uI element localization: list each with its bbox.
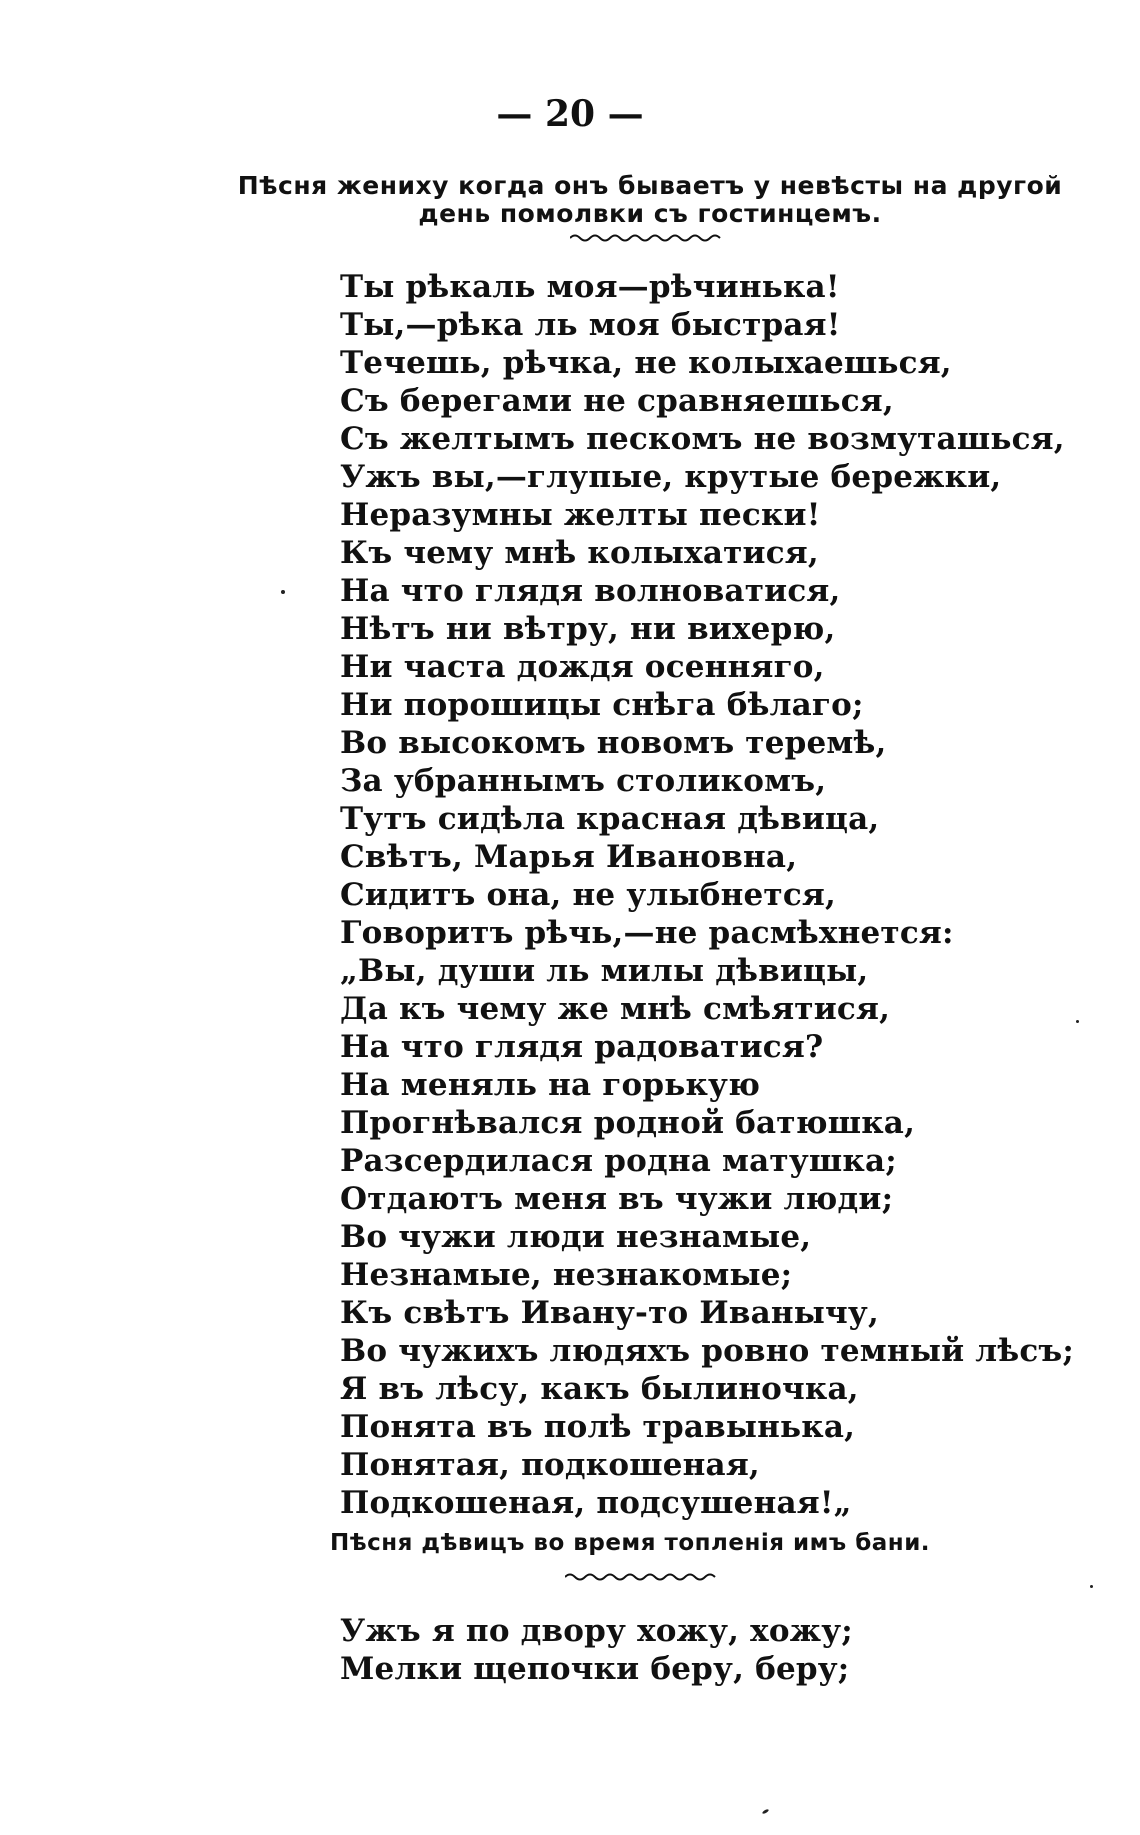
verse-line: На что глядя волноватися, [340, 573, 841, 609]
page-number: — 20 — [496, 93, 644, 135]
verse-line: „Вы, души ль милы дѣвицы, [340, 953, 869, 989]
verse-line: Во чужихъ людяхъ ровно темный лѣсъ; [340, 1333, 1075, 1369]
wavy-divider [570, 233, 725, 243]
verse-line: Я въ лѣсу, какъ былиночка, [340, 1371, 859, 1407]
verse-line: Ни порошицы снѣга бѣлаго; [340, 687, 864, 723]
verse-line: За убраннымъ столикомъ, [340, 763, 827, 799]
verse-line: Понята въ полѣ травынька, [340, 1409, 856, 1445]
verse-line: На меняль на горькую [340, 1067, 761, 1103]
verse-line: Говоритъ рѣчь,—не расмѣхнется: [340, 915, 954, 951]
heading-line: Пѣсня жениху когда онъ бываетъ у невѣсты на другой [237, 171, 1063, 200]
heading-line: Пѣсня дѣвицъ во время топленія имъ бани. [329, 1530, 931, 1556]
verse-line: Прогнѣвался родной батюшка, [340, 1105, 916, 1141]
verse-line: Ты,—рѣка ль моя быстрая! [340, 307, 841, 343]
verse-line: Сидитъ она, не улыбнется, [340, 877, 836, 913]
verse-line: Нѣтъ ни вѣтру, ни вихерю, [340, 611, 836, 647]
verse-line: Мелки щепочки беру, беру; [340, 1651, 850, 1687]
verse-line: Ты рѣкаль моя—рѣчинька! [340, 269, 840, 305]
verse-line: На что глядя радоватися? [340, 1029, 824, 1065]
verse-line: Подкошеная, подсушеная!„ [340, 1485, 852, 1521]
verse-line: Во чужи люди незнамые, [340, 1219, 812, 1255]
verse-line: Свѣтъ, Марья Ивановна, [340, 839, 798, 875]
song-heading-1 [150, 172, 1140, 228]
verse-line: Тутъ сидѣла красная дѣвица, [340, 801, 880, 837]
verse-line: Да къ чему же мнѣ смѣятися, [340, 991, 891, 1027]
verse-line: Неразумны желты пески! [340, 497, 821, 533]
verse-line: Къ чему мнѣ колыхатися, [340, 535, 819, 571]
scan-speck [1076, 1020, 1079, 1023]
verse-line: Понятая, подкошеная, [340, 1447, 760, 1483]
song-heading-2 [230, 1529, 1030, 1557]
verse-line: Незнамые, незнакомые; [340, 1257, 793, 1293]
verse-line: Съ берегами не сравняешься, [340, 383, 894, 419]
verse-line: Ни часта дождя осенняго, [340, 649, 825, 685]
verse-line: Во высокомъ новомъ теремѣ, [340, 725, 887, 761]
verse-line: Течешь, рѣчка, не колыхаешься, [340, 345, 952, 381]
verse-line: Ужъ я по двору хожу, хожу; [340, 1613, 853, 1649]
verse-line: Разсердилася родна матушка; [340, 1143, 897, 1179]
verse-line: Ужъ вы,—глупые, крутые бережки, [340, 459, 1002, 495]
heading-line: день помолвки съ гостинцемъ. [418, 199, 882, 228]
scan-speck [762, 1808, 770, 1814]
scan-speck [1090, 1585, 1093, 1588]
verse-line: Къ свѣтъ Ивану-то Иванычу, [340, 1295, 879, 1331]
scan-speck [281, 590, 285, 594]
verse-line: Съ желтымъ пескомъ не возмуташься, [340, 421, 1065, 457]
verse-line: Отдаютъ меня въ чужи люди; [340, 1181, 894, 1217]
wavy-divider [565, 1572, 720, 1582]
